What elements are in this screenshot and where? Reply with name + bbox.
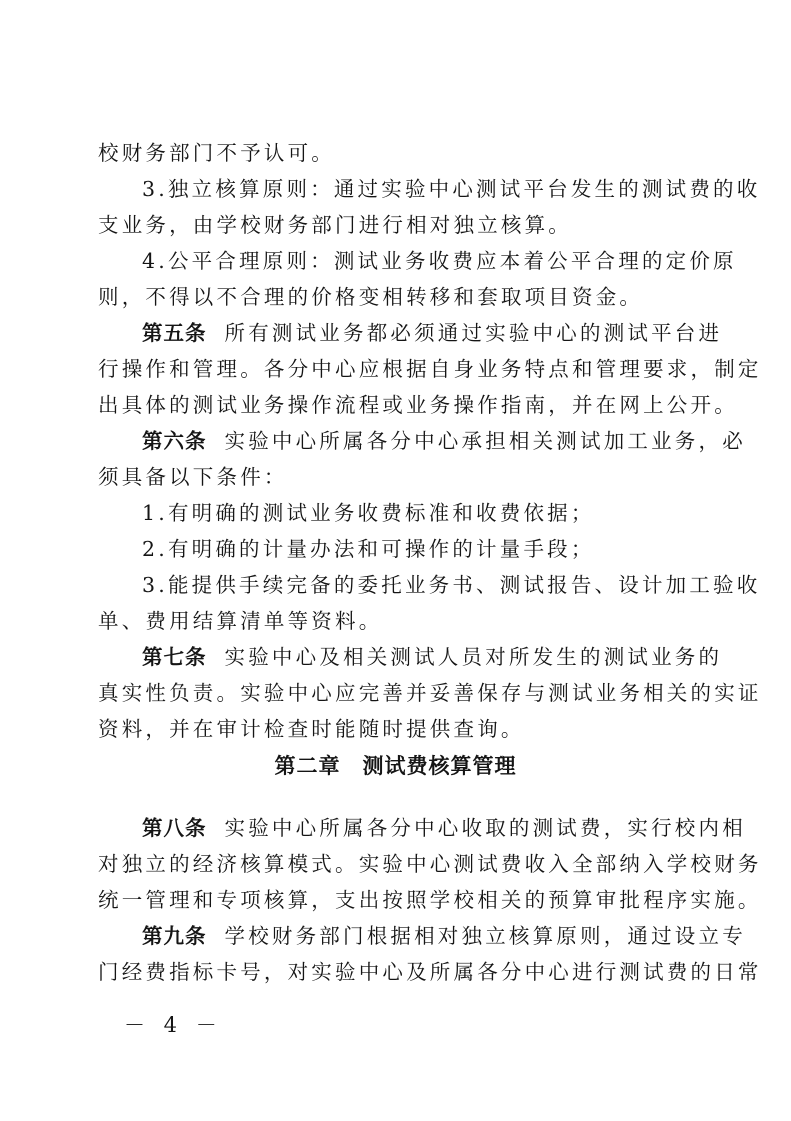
- article-text: 实验中心所属各分中心收取的测试费，实行校内相: [224, 816, 746, 840]
- article-text: 实验中心所属各分中心承担相关测试加工业务，必: [224, 429, 746, 453]
- article-label: 第七条: [142, 645, 207, 669]
- paragraph-line: 统一管理和专项核算，支出按照学校相关的预算审批程序实施。: [98, 888, 762, 912]
- paragraph-line: 行操作和管理。各分中心应根据自身业务特点和管理要求，制定: [98, 357, 762, 381]
- article-label: 第九条: [142, 924, 207, 948]
- article-seven-line: [142, 637, 723, 677]
- paragraph-line: 真实性负责。实验中心应完善并妥善保存与测试业务相关的实证: [98, 681, 762, 705]
- paragraph-line: 单、费用结算清单等资料。: [98, 609, 383, 633]
- list-item: 3.能提供手续完备的委托业务书、测试报告、设计加工验收: [142, 573, 761, 597]
- paragraph-line: 则，不得以不合理的价格变相转移和套取项目资金。: [98, 285, 644, 309]
- paragraph-line: 资料，并在审计检查时能随时提供查询。: [98, 717, 525, 741]
- article-label: 第五条: [142, 321, 207, 345]
- article-text: 学校财务部门根据相对独立核算原则，通过设立专: [224, 924, 746, 948]
- paragraph-line: 须具备以下条件：: [98, 465, 288, 489]
- article-label: 第八条: [142, 816, 207, 840]
- paragraph-line: 校财务部门不予认可。: [98, 141, 335, 165]
- page-number: － 4 －: [124, 1013, 223, 1037]
- chapter-number: 第二章: [274, 754, 341, 778]
- article-text: 所有测试业务都必须通过实验中心的测试平台进: [224, 321, 723, 345]
- chapter-heading: [0, 746, 791, 786]
- paragraph-line: 支业务，由学校财务部门进行相对独立核算。: [98, 213, 572, 237]
- article-five-line: [142, 313, 723, 353]
- article-eight-line: [142, 808, 746, 848]
- article-label: 第六条: [142, 429, 207, 453]
- article-nine-line: [142, 916, 746, 956]
- list-item: 1.有明确的测试业务收费标准和收费依据；: [142, 501, 595, 525]
- list-item: 2.有明确的计量办法和可操作的计量手段；: [142, 537, 595, 561]
- paragraph-line: 出具体的测试业务操作流程或业务操作指南，并在网上公开。: [98, 393, 738, 417]
- paragraph-line: 4.公平合理原则：测试业务收费应本着公平合理的定价原: [142, 249, 737, 273]
- paragraph-line: 对独立的经济核算模式。实验中心测试费收入全部纳入学校财务: [98, 852, 762, 876]
- article-text: 实验中心及相关测试人员对所发生的测试业务的: [224, 645, 723, 669]
- paragraph-line: 3.独立核算原则：通过实验中心测试平台发生的测试费的收: [142, 177, 761, 201]
- article-six-line: [142, 421, 746, 461]
- chapter-title: 测试费核算管理: [362, 754, 517, 778]
- paragraph-line: 门经费指标卡号，对实验中心及所属各分中心进行测试费的日常: [98, 960, 762, 984]
